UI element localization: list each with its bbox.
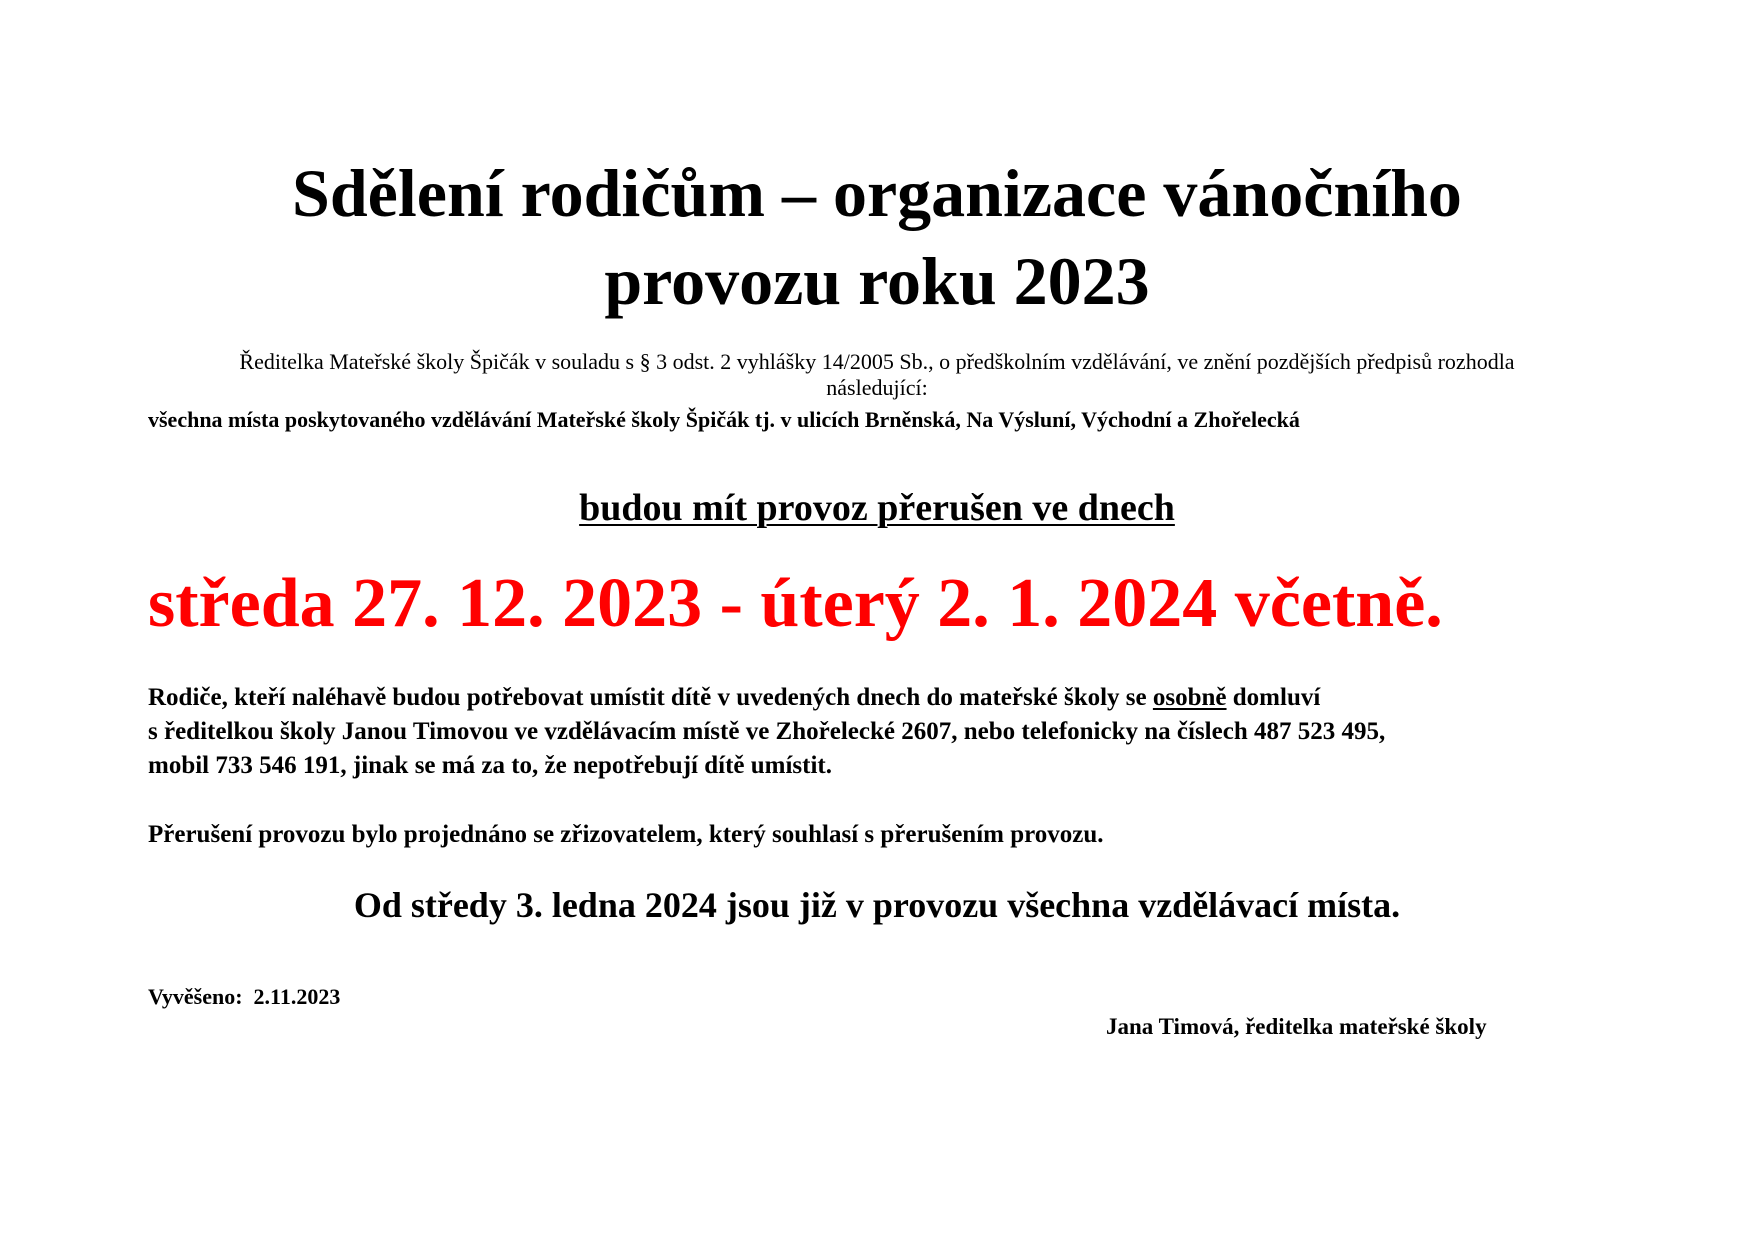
closure-dates: středa 27. 12. 2023 - úterý 2. 1. 2024 včetně. [148, 565, 1443, 642]
posted-date-line [148, 984, 340, 1010]
intro-paragraph [130, 349, 1624, 401]
education-places: všechna místa poskytovaného vzdělávání Mateřské školy Špičák tj. v ulicích Brněnská, Na Výsluní, Východní a Zhořelecká [148, 407, 1300, 432]
intro-line-1: Ředitelka Mateřské školy Špičák v souladu s § 3 odst. 2 vyhlášky 14/2005 Sb., o předškolním vzdělávání, ve znění pozdějších předpisů rozhodla [239, 349, 1515, 374]
notice-title-line-2: provozu roku 2023 [604, 243, 1150, 319]
parents-paragraph [148, 681, 1385, 783]
parents-line-1-end: domluví [1226, 684, 1321, 711]
reopening-note: Od středy 3. ledna 2024 jsou již v provozu všechna vzdělávací místa. [353, 885, 1401, 925]
parents-line-1 [148, 681, 1385, 715]
signature: Jana Timová, ředitelka mateřské školy [1106, 1014, 1487, 1039]
parents-emphasis-personally: osobně [1152, 684, 1227, 711]
closure-heading: budou mít provoz přerušen ve dnech [579, 487, 1175, 529]
parents-line-1-start: Rodiče, kteří naléhavě budou potřebovat umístit dítě v uvedených dnech do mateřské školy se [148, 684, 1153, 711]
notice-title-line-1: Sdělení rodičům – organizace vánočního [292, 155, 1462, 231]
posted-date: 2.11.2023 [253, 984, 341, 1009]
intro-line-2: následující: [826, 375, 928, 400]
posted-label: Vyvěšeno: [148, 984, 243, 1009]
founder-note: Přerušení provozu bylo projednáno se zřizovatelem, který souhlasí s přerušením provozu. [148, 821, 1104, 848]
parents-line-3: mobil 733 546 191, jinak se má za to, že nepotřebují dítě umístit. [148, 752, 832, 779]
parents-line-2: s ředitelkou školy Janou Timovou ve vzdělávacím místě ve Zhořelecké 2607, nebo telefonicky na číslech 487 523 495, [148, 718, 1386, 745]
